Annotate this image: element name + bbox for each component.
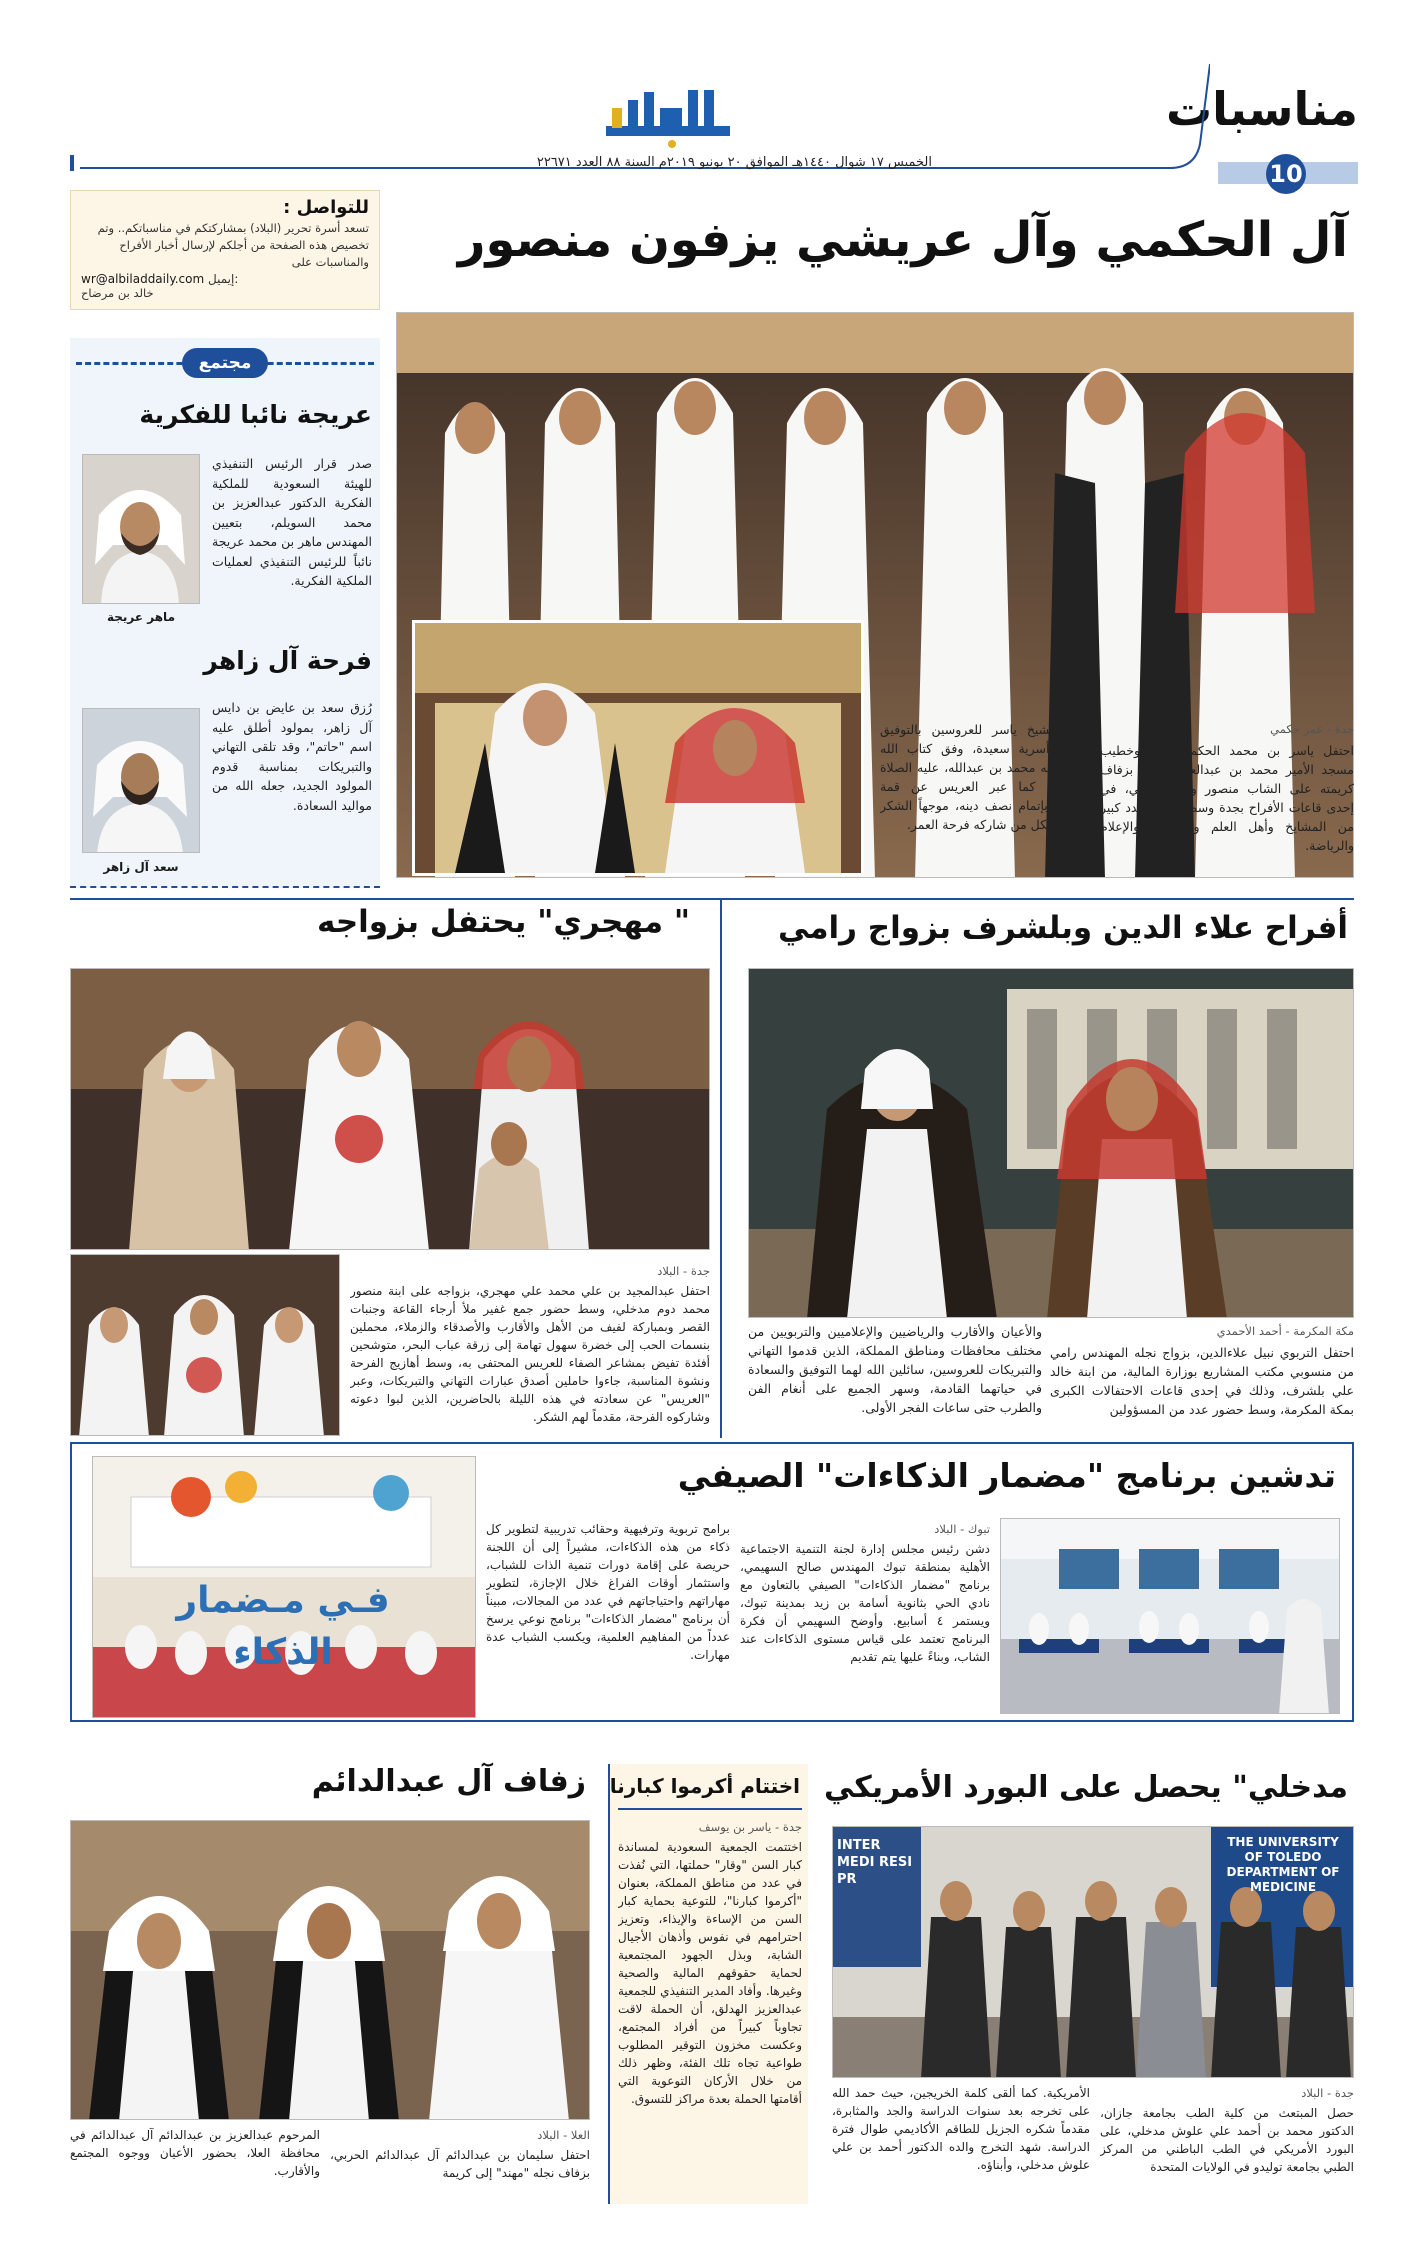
contact-editor: خالد بن مرضاح <box>81 286 154 300</box>
society-item1-text: صدر قرار الرئيس التنفيذي للهيئة السعودية للملكية الفكرية الدكتور عبدالعزيز بن محمد السويلم، بتعيين المهندس ماهر بن محمد عريجة نائباً للرئيس التنفيذي لعمليات الملكية الفكرية. <box>212 456 372 588</box>
story4-col1-text: دشن رئيس مجلس إدارة لجنة التنمية الاجتماعية الأهلية بمنطقة تبوك المهندس صالح السهيمي، برنامج "مضمار الذكاءات" الصيفي بالتعاون مع نادي الحي بثانوية أسامة بن زيد بمدينة تبوك، ويستمر ٤ أسابيع. وأوضح السهيمي أن فكرة البرنامج تعتمد على قياس مستوى الذكاءات عند الشاب، وبناءً عليها يتم تقديم <box>740 1542 990 1664</box>
masthead <box>0 0 1420 190</box>
story4-photo-class <box>1000 1518 1340 1714</box>
contact-email[interactable]: wr@albiladdaily.com <box>81 272 205 286</box>
society-item1-caption: ماهر عريجة <box>107 610 175 624</box>
story4-hall-banner: فـي مـضمار الذكاء <box>176 1580 390 1673</box>
story4-credit: تبوك - البلاد <box>934 1522 990 1536</box>
portrait-saad-graphic <box>82 709 199 853</box>
society-item2-title: فرحة آل زاهر <box>203 646 372 675</box>
story5-photo <box>832 1826 1354 2078</box>
story4-col2-text: برامج تربوية وترفيهية وحقائب تدريبية لتطوير كل ذكاء من هذه الذكاءات، مشيراً إلى أن اللجنة حريصة على إقامة دورات تنمية الذات للشباب، واستثمار أوقات الفراغ خلال الإجازة، لتطوير مهاراتهم واحتياجاتهم في عدد من المجالات، مبيناً أن برنامج "مضمار الذكاءات" برنامج نوعي يرسخ عدداً من المفاهيم العلمية، ويكسب الشباب عدة مهارات. <box>486 1522 730 1662</box>
logo-mark-icon <box>598 82 738 152</box>
divider-mid-upper <box>720 898 722 1438</box>
story7-col2-text: المرحوم عبدالعزيز بن عبدالدائم آل عبدالدائم في محافظة العلا، بحضور الأعيان ووجوه المجتمع والأقارب. <box>70 2128 320 2178</box>
story2-headline: أفراح علاء الدين وبلشرف بزواج رامي <box>777 910 1348 946</box>
society-item1-title: عريجة نائبا للفكرية <box>139 400 372 429</box>
story4-photo-class-graphic <box>1000 1519 1339 1714</box>
story2-col2-text: والأعيان والأقارب والرياضيين والإعلاميين والتربويين من مختلف محافظات ومناطق المملكة، الذين قدموا التهاني والتبريكات للعروسين، سائلين الله لهما التوفيق والسعادة في حياتهما القادمة، وسهر الجميع على أنغام الفن والطرب حتى ساعات الفجر الأولى. <box>748 1324 1042 1415</box>
story6-headline: اختتام أكرموا كبارنا <box>609 1774 800 1798</box>
story6-credit: جدة - ياسر بن يوسف <box>698 1820 802 1834</box>
page-number-badge <box>1266 154 1306 194</box>
society-box <box>70 338 380 888</box>
society-tag: مجتمع <box>182 348 268 378</box>
portrait-saad <box>82 708 200 853</box>
story5-banner: THE UNIVERSITY OF TOLEDO DEPARTMENT OF MEDICINE <box>1226 1835 1340 1894</box>
story4-headline: تدشين برنامج "مضمار الذكاءات" الصيفي <box>677 1456 1336 1495</box>
story6-headline-rule <box>618 1808 802 1810</box>
story3-text-body: احتفل عبدالمجيد بن علي محمد علي مهجري، بزواجه على ابنة منصور محمد دوم مدخلي، وسط حضور جمع غفير ملأ أرجاء القاعة وجنبات القصر وبمباركة لفيف من الأهل والأقارب والأصدقاء والزملاء، محملين بنسمات الحب إلى خضرة سهول تهامة إلى زرقة عباب البحر، متوشحين أفئدة تفيض بمشاعر الصفاء للعريس المحتفى به، وسط أهازيج الفرحة ونشوة المناسبة، جاءوا حاملين أصدق عبارات التهاني والتبريكات، وعبر "العريس" عن سعادته في هذه الليلة بالحاضرين، الذين لبوا دعوته وشاركوه الفرحة، مقدماً لهم الشكر. <box>350 1284 710 1424</box>
story2-col1 <box>1050 1322 1354 1436</box>
newspaper-logo <box>598 82 738 152</box>
story6-text <box>618 1818 802 2200</box>
logo-text <box>598 82 738 84</box>
story5-col1-text: حصل المبتعث من كلية الطب بجامعة جازان، الدكتور محمد بن أحمد علي علوش مدخلي، على البورد الأمريكي في الطب الباطني من المركز الطبي بجامعة توليدو في الولايات المتحدة <box>1100 2106 1354 2174</box>
story4-box <box>70 1442 1354 1722</box>
story4-photo-hall <box>92 1456 476 1718</box>
dateline-marker <box>70 155 74 171</box>
story5-col1 <box>1100 2084 1354 2204</box>
story2-credit: مكة المكرمة - أحمد الأحمدي <box>1216 1324 1354 1338</box>
story7-col2 <box>70 2126 320 2206</box>
story7-photo-graphic <box>70 1821 589 2120</box>
story3-credit: جدة - البلاد <box>657 1264 710 1278</box>
story7-col1-text: احتفل سليمان بن عبدالدائم آل عبدالدائم الحربي، بزفاف نجله "مهند" إلى كريمة <box>330 2148 590 2180</box>
story3-text <box>350 1262 710 1438</box>
lead-col2 <box>880 720 1090 880</box>
story5-headline: مدخلي" يحصل على البورد الأمريكي <box>823 1770 1348 1805</box>
story3-headline: " مهجري" يحتفل بزواجه <box>317 904 690 940</box>
story5-col2-text: الأمريكية. كما ألقى كلمة الخريجين، حيث حمد الله على تخرجه بعد سنوات الدراسة والجد والمثابرة، مقدماً شكره الجزيل للطاقم الأكاديمي طوال فترة الدراسة. شهد التخرج والده الدكتور أحمد بن علي علوش مدخلي، وأبناؤه. <box>832 2086 1090 2172</box>
story3-photo-small <box>70 1254 340 1436</box>
story7-credit: العلا - البلاد <box>537 2128 590 2142</box>
story2-photo <box>748 968 1354 1318</box>
portrait-maher <box>82 454 200 604</box>
contact-box <box>70 190 380 310</box>
story7-photo <box>70 1820 590 2120</box>
story6-box <box>608 1764 808 2204</box>
portrait-maher-graphic <box>82 455 199 604</box>
story4-col1 <box>740 1520 990 1718</box>
contact-body: تسعد أسرة تحرير (البلاد) بمشاركتكم في مناسباتكم.. وتم تخصيص هذه الصفحة من أجلكم لإرسال أخبار الأفراح والمناسبات على <box>97 221 369 269</box>
society-item2-text: رُزق سعد بن عايض بن دايس آل زاهر، بمولود أطلق عليه اسم "حاتم"، وقد تلقى التهاني والتبريكات بمناسبة قدوم المولود الجديد، جعله الله من مواليد السعادة. <box>212 700 372 813</box>
section-title: مناسبات <box>1165 82 1358 136</box>
lead-col2-text: ودعا الشيخ ياسر للعروسين بالتوفيق وبحياة أسرية سعيدة، وفق كتاب الله وسنة نبيه محمد بن عبدالله، عليه الصلاة والسلام. كما عبر العريس عن قمة سعادته بإتمام نصف دينه، موجهاً الشكر الجزيل لكل من شاركه فرحة العمر. <box>880 722 1090 832</box>
story7-col1 <box>330 2126 590 2206</box>
lead-photo-inset <box>412 620 864 876</box>
lead-photo-inset-graphic <box>415 623 861 873</box>
lead-col1 <box>1100 720 1354 880</box>
story3-photo-main-graphic <box>70 969 709 1250</box>
story5-col2 <box>832 2084 1090 2204</box>
story6-text-body: اختتمت الجمعية السعودية لمساندة كبار السن "وقار" حملتها، التي نُفذت في عدد من مناطق المملكة، بعنوان "أكرموا كبارنا"، للتوعية بحماية كبار السن من الإساءة والإيذاء، وتعزيز احترامهم في نفوس وأذهان الأجيال الشابة، وبذل الجهود المجتمعية لحماية حقوقهم المالية والصحية وغيرها. وأفاد المدير التنفيذي للجمعية عبدالعزيز الهدلق، أن الحملة لاقت تجاوباً كبيراً من أفراد المجتمع، وعكست مخزون التوقير المطلوب طواعية تجاه تلك الفئة، وظهر ذلك من خلال الأركان التوعوية التي أقامتها الحملة بعدة مراكز للتسوق. <box>618 1840 802 2106</box>
story2-photo-graphic <box>748 969 1353 1318</box>
story5-banner-left: INTER MEDI RESI PR <box>837 1838 913 1887</box>
lead-credit: جدة - عمر حكمي <box>1270 722 1354 736</box>
story3-photo-main <box>70 968 710 1250</box>
story4-col2 <box>486 1520 730 1718</box>
divider-lead <box>70 898 1354 900</box>
page-number: 10 <box>1269 160 1303 188</box>
story7-headline: زفاف آل عبدالدائم <box>311 1764 586 1799</box>
story5-credit: جدة - البلاد <box>1301 2086 1354 2100</box>
society-item2-caption: سعد آل زاهر <box>103 860 179 874</box>
contact-title: للتواصل : <box>283 197 369 218</box>
story2-col1-text: احتفل التربوي نبيل علاءالدين، بزواج نجله المهندس رامي من منسوبي مكتب المشاريع بوزارة المالية، من ابنة خالد علي بلشرف، وذلك في إحدى قاعات الاحتفالات الكبرى بمكة المكرمة، وسط حضور عدد من المسؤولين <box>1050 1345 1354 1417</box>
dateline: الخميس ١٧ شوال ١٤٤٠هـ الموافق ٢٠ يونيو ٢٠١٩م السنة ٨٨ العدد ٢٢٦٧١ <box>536 155 932 170</box>
story2-col2 <box>748 1322 1042 1436</box>
lead-col1-text: احتفل ياسر بن محمد الحكمي إمام وخطيب مسجد الأمير محمد بن عبدالعزيز بجدة بزفاف كريمته على الشاب منصور ولي عريشي، في إحدى قاعات الأفراح بجدة وسط حضور عدد كبير من المشايخ وأهل العلم والصحافة والإعلام والرياضة. <box>1100 743 1354 853</box>
lead-headline: آل الحكمي وآل عريشي يزفون منصور <box>457 212 1348 268</box>
contact-email-label: إيميل: <box>208 272 239 286</box>
story3-photo-small-graphic <box>70 1255 339 1436</box>
